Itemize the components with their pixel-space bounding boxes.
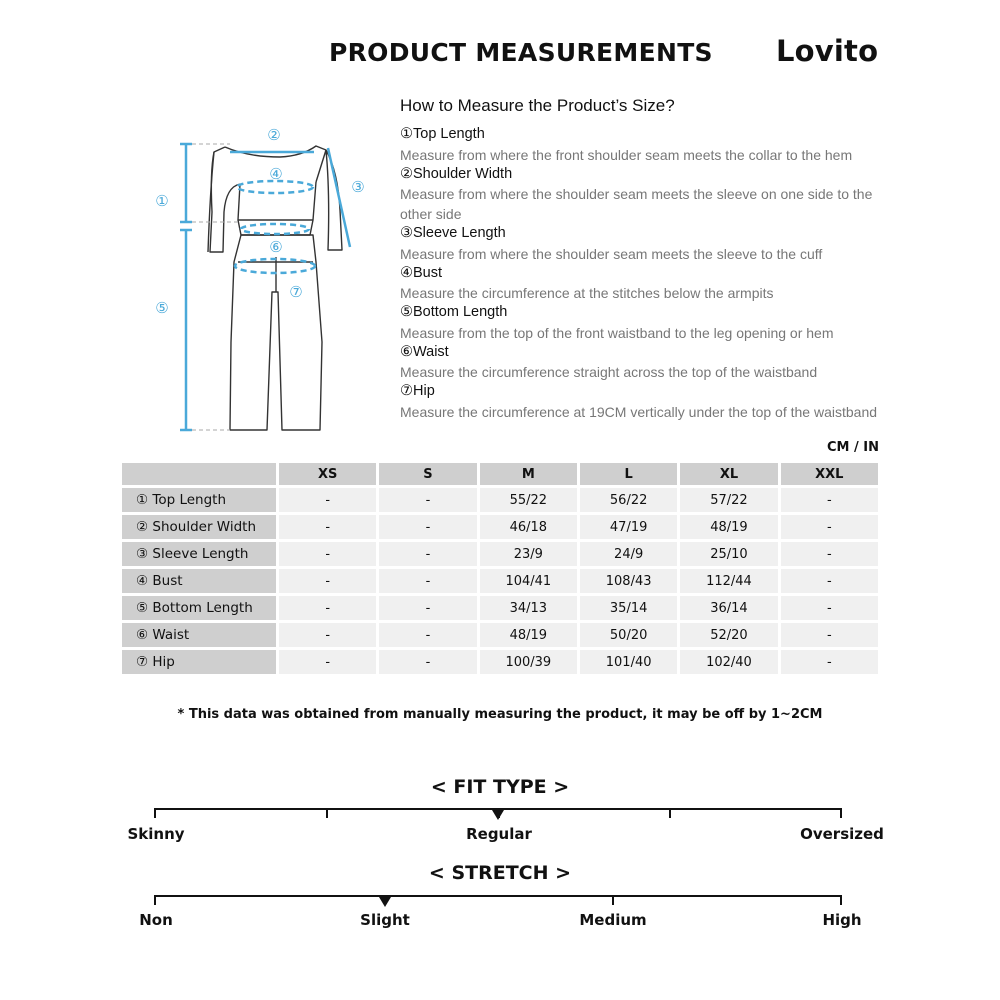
table-cell: 23/9 [480,542,577,566]
page-title: PRODUCT MEASUREMENTS [329,38,713,67]
table-row [122,650,878,674]
size-header: XXL [781,463,878,485]
instruction-desc: Measure the circumference at the stitches below the armpits [400,285,774,301]
fit-tick [154,808,156,818]
row-label: ② Shoulder Width [122,515,276,539]
table-cell: - [379,488,476,512]
fit-label-oversized: Oversized [800,825,884,843]
size-header: S [379,463,476,485]
instruction-waist [400,343,880,383]
table-row [122,488,878,512]
row-label: ③ Sleeve Length [122,542,276,566]
table-cell: 35/14 [580,596,677,620]
instruction-desc: Measure the circumference straight across the top of the waistband [400,364,818,380]
instruction-desc: Measure from where the shoulder seam meets the sleeve to the cuff [400,245,823,262]
instruction-hip [400,382,880,422]
table-cell: 52/20 [680,623,777,647]
table-cell: 50/20 [580,623,677,647]
marker-3: ③ [351,178,365,196]
instruction-top-length [400,125,880,165]
marker-6: ⑥ [269,238,283,256]
instruction-desc: Measure from the top of the front waistband to the leg opening or hem [400,324,834,341]
measurement-note: * This data was obtained from manually measuring the product, it may be off by 1~2CM [177,707,823,722]
table-cell: 36/14 [680,596,777,620]
stretch-tick [154,895,156,905]
row-label: ⑤ Bottom Length [122,596,276,620]
instruction-shoulder-width [400,165,880,225]
table-cell: - [279,542,376,566]
stretch-tick [612,895,614,905]
instruction-desc: Measure the circumference at 19CM vertically under the top of the waistband [400,403,878,420]
table-cell: - [781,542,878,566]
table-cell: - [279,623,376,647]
instruction-label: ①Top Length [400,126,485,142]
table-cell: - [781,488,878,512]
table-row [122,596,878,620]
table-cell: 24/9 [580,542,677,566]
fit-indicator-icon [492,810,504,820]
howto-title: How to Measure the Product’s Size? [400,96,675,115]
table-cell: 101/40 [580,650,677,674]
table-cell: 34/13 [480,596,577,620]
instruction-bottom-length [400,303,880,343]
fit-tick [669,808,671,818]
table-cell: - [279,515,376,539]
table-cell: 55/22 [480,488,577,512]
table-cell: 46/18 [480,515,577,539]
table-row [122,569,878,593]
instruction-label: ⑤Bottom Length [400,304,508,320]
stretch-label-slight: Slight [360,911,410,929]
table-cell: 56/22 [580,488,677,512]
table-cell: 100/39 [480,650,577,674]
row-label: ④ Bust [122,569,276,593]
table-cell: 48/19 [680,515,777,539]
instruction-label: ⑦Hip [400,383,435,399]
table-row [122,542,878,566]
table-cell: - [379,569,476,593]
table-cell: - [781,596,878,620]
instruction-label: ②Shoulder Width [400,165,513,182]
fit-label-skinny: Skinny [127,825,185,843]
instruction-label: ③Sleeve Length [400,225,506,241]
table-row [122,515,878,539]
table-cell: 108/43 [580,569,677,593]
table-cell: - [379,542,476,566]
table-cell: 47/19 [580,515,677,539]
fit-tick [840,808,842,818]
table-corner [122,463,276,485]
table-cell: 48/19 [480,623,577,647]
table-cell: 25/10 [680,542,777,566]
row-label: ① Top Length [122,488,276,512]
table-cell: - [279,650,376,674]
table-cell: - [379,515,476,539]
table-cell: - [279,596,376,620]
stretch-title: < STRETCH > [428,862,572,884]
brand-logo: Lovito [776,34,879,68]
size-table [119,460,881,677]
fit-tick [326,808,328,818]
table-cell: 57/22 [680,488,777,512]
size-header: L [580,463,677,485]
table-cell: - [781,569,878,593]
table-cell: - [379,623,476,647]
size-header: XS [279,463,376,485]
table-cell: - [781,515,878,539]
stretch-indicator-icon [379,897,391,907]
marker-4: ④ [269,165,283,183]
table-cell: 102/40 [680,650,777,674]
size-header: XL [680,463,777,485]
marker-5: ⑤ [155,299,169,317]
table-cell: - [379,596,476,620]
table-row [122,623,878,647]
stretch-label-high: High [822,911,862,929]
table-cell: 104/41 [480,569,577,593]
measure-instructions [400,125,880,422]
stretch-tick [840,895,842,905]
marker-2: ② [267,126,281,144]
stretch-label-non: Non [139,911,173,929]
instruction-label: ⑥Waist [400,343,449,360]
jumpsuit-illustration [130,112,390,442]
garment-diagram [130,112,390,442]
stretch-label-medium: Medium [579,911,647,929]
instruction-desc: Measure from where the front shoulder seam meets the collar to the hem [400,146,853,163]
fit-label-regular: Regular [466,825,532,843]
table-cell: - [781,650,878,674]
instruction-bust [400,264,880,304]
table-cell: - [279,569,376,593]
size-header-row [122,463,878,485]
fit-type-title: < FIT TYPE > [430,776,570,798]
stretch-scale [155,895,842,897]
table-cell: 112/44 [680,569,777,593]
instruction-sleeve-length [400,224,880,264]
instruction-desc: Measure from where the shoulder seam meets the sleeve on one side to the other side [400,186,873,222]
marker-1: ① [155,192,169,210]
marker-7: ⑦ [289,283,303,301]
instruction-label: ④Bust [400,264,443,281]
table-cell: - [781,623,878,647]
table-cell: - [279,488,376,512]
row-label: ⑦ Hip [122,650,276,674]
unit-label: CM / IN [827,440,879,455]
row-label: ⑥ Waist [122,623,276,647]
table-cell: - [379,650,476,674]
size-header: M [480,463,577,485]
